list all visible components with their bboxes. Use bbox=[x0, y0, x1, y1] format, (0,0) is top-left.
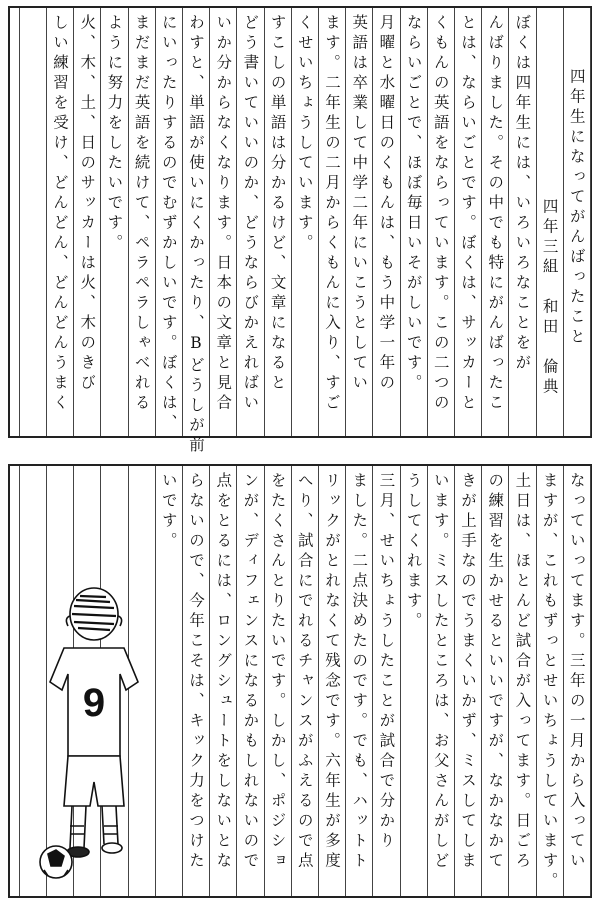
grid-line bbox=[236, 466, 237, 896]
grid-line bbox=[19, 8, 20, 436]
grid-line bbox=[318, 466, 319, 896]
manuscript-sheet-bottom bbox=[8, 464, 592, 898]
grid-line bbox=[481, 8, 482, 436]
essay-line: 火、木、土、日のサッカーは火、木のきび bbox=[78, 14, 97, 394]
essay-line: 月曜と水曜日のくもんは、もう中学一年の bbox=[377, 14, 396, 394]
essay-line: ぼくは四年生には、いろいろなことをが bbox=[513, 14, 532, 374]
essay-line: ました。二点決めたのです。でも、ハットト bbox=[350, 472, 369, 872]
essay-line: どう書いていいのか、どうならびかえればい bbox=[241, 14, 260, 414]
jersey-number: 9 bbox=[82, 681, 106, 725]
grid-line bbox=[536, 8, 537, 436]
essay-line: うしてくれます。 bbox=[404, 472, 423, 632]
grid-line bbox=[264, 8, 265, 436]
essay-line: きが上手なのでうまくいかず、ミスしてしま bbox=[459, 472, 477, 872]
grid-line bbox=[345, 466, 346, 896]
grid-line bbox=[590, 8, 591, 436]
soccer-player-illustration bbox=[34, 586, 146, 886]
essay-title: 四年生になってがんばったこと bbox=[567, 68, 586, 348]
essay-byline: 四年三組 和田 倫典 bbox=[540, 198, 559, 398]
essay-line: にいったりするのでむずかしいです。ぼくは、 bbox=[159, 14, 178, 434]
essay-line: をたくさんとりたいです。しかし、ポジショ bbox=[268, 472, 287, 872]
grid-line bbox=[291, 8, 292, 436]
essay-line: わすと、単語が使いにくかったり、Bどうしが前 bbox=[187, 14, 205, 457]
essay-line: しい練習を受け、どんどん、どんどんうまく bbox=[51, 14, 69, 414]
essay-line: すこしの単語は分かるけど、文章になると bbox=[268, 14, 287, 394]
grid-line bbox=[209, 466, 210, 896]
grid-line bbox=[264, 466, 265, 896]
grid-line bbox=[563, 8, 564, 436]
grid-line bbox=[536, 466, 537, 896]
essay-line: んばりました。その中でも特にがんばったこ bbox=[486, 14, 505, 414]
grid-line bbox=[318, 8, 319, 436]
grid-line bbox=[400, 466, 401, 896]
essay-line: なっていってます。三年の一月から入ってい bbox=[567, 472, 586, 872]
essay-line: 土日は、ほとんど試合が入ってます。日ごろ bbox=[513, 472, 532, 872]
essay-line: へり、試合にでれるチャンスがふえるので点 bbox=[295, 472, 314, 872]
essay-line: 三月、せいちょうしたことが試合で分かり bbox=[377, 472, 396, 852]
essay-line: 点をとるには、ロングシュートをしないとな bbox=[214, 472, 233, 872]
essay-line: ます。二年生の二月からくもんに入り、すご bbox=[323, 14, 341, 414]
grid-line bbox=[73, 8, 74, 436]
grid-line bbox=[19, 466, 20, 896]
essay-line: くせいちょうしています。 bbox=[295, 14, 314, 254]
essay-line: いか分からなくなります。日本の文章と見合 bbox=[214, 14, 233, 414]
grid-line bbox=[182, 8, 183, 436]
essay-line: いです。 bbox=[159, 472, 178, 552]
grid-line bbox=[427, 466, 428, 896]
grid-line bbox=[372, 466, 373, 896]
grid-line bbox=[400, 8, 401, 436]
grid-line bbox=[454, 466, 455, 896]
manuscript-grid-top bbox=[10, 8, 590, 457]
essay-line: います。ミスしたところは、お父さんがしど bbox=[431, 472, 450, 872]
grid-line bbox=[209, 8, 210, 436]
essay-line: の練習を生かせるといいですが、なかなかて bbox=[486, 472, 505, 872]
essay-line: リックがとれなくて残念です。六年生が多度 bbox=[323, 472, 341, 872]
grid-line bbox=[563, 466, 564, 896]
grid-line bbox=[100, 8, 101, 436]
essay-line: ますが、これもずっとせいちょうしています。 bbox=[540, 472, 559, 892]
grid-line bbox=[236, 8, 237, 436]
grid-line bbox=[508, 466, 509, 896]
essay-line: ンが、ディフェンスになるかもしれないので bbox=[241, 472, 260, 872]
essay-line: 英語は卒業して中学二年にいこうとしてい bbox=[350, 14, 369, 394]
grid-line bbox=[128, 8, 129, 436]
essay-line: らないので、今年こそは、キック力をつけた bbox=[187, 472, 205, 872]
manuscript-sheet-top bbox=[8, 6, 592, 457]
grid-line bbox=[155, 8, 156, 436]
grid-line bbox=[182, 466, 183, 896]
grid-line bbox=[291, 466, 292, 896]
grid-line bbox=[481, 466, 482, 896]
grid-line bbox=[372, 8, 373, 436]
grid-line bbox=[427, 8, 428, 436]
essay-line: ように努力をしたいです。 bbox=[105, 14, 124, 254]
grid-line bbox=[508, 8, 509, 436]
grid-line bbox=[590, 466, 591, 896]
grid-line bbox=[46, 8, 47, 436]
essay-line: まだまだ英語を続けて、ペラペラしゃべれる bbox=[132, 14, 151, 414]
essay-line: とは、ならいごとです。ぼくは、サッカーと bbox=[459, 14, 477, 414]
grid-line bbox=[454, 8, 455, 436]
essay-line: ならいごとで、ほぼ毎日いそがしいです。 bbox=[404, 14, 423, 394]
grid-line bbox=[345, 8, 346, 436]
essay-line: くもんの英語をならっています。この二つの bbox=[431, 14, 450, 414]
grid-line bbox=[155, 466, 156, 896]
